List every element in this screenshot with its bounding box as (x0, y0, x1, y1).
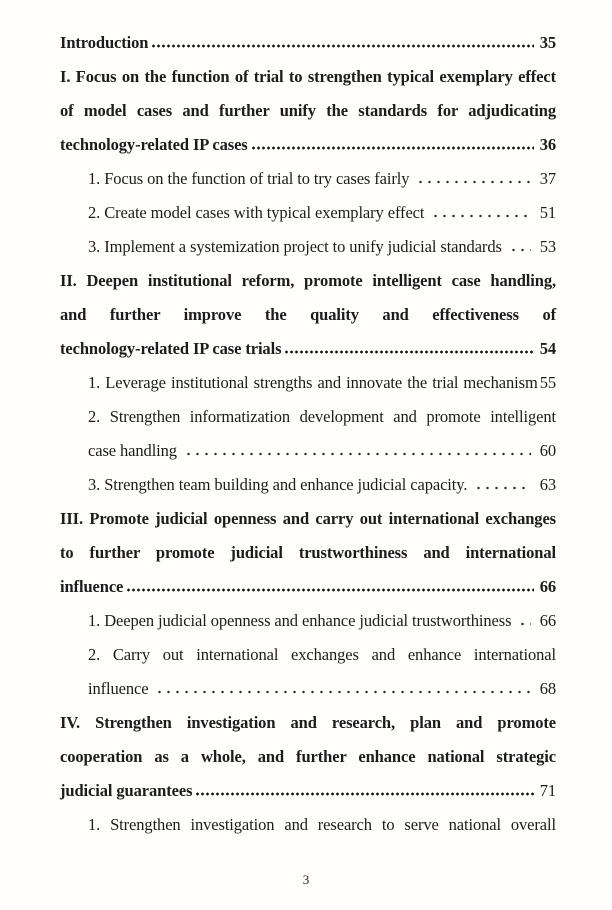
toc-entry-text: technology-related IP cases (60, 135, 248, 154)
toc-entry-text: Introduction (60, 33, 149, 52)
toc-page-number: 60 (539, 441, 556, 460)
dot-leader (474, 486, 530, 490)
toc-entry-text: case handling (88, 441, 177, 460)
dot-leader (284, 350, 533, 354)
toc-subentry-line (60, 638, 556, 672)
toc-page-number: 37 (539, 169, 556, 188)
toc-entry-text: 1. Strengthen investigation and research to serve national overall (88, 815, 556, 834)
footer-page-number: 3 (302, 872, 310, 887)
toc-page-number: 55 (539, 373, 556, 392)
toc-entry-text: judicial guarantees (60, 781, 193, 800)
dot-leader (416, 180, 530, 184)
toc-heading-line (60, 536, 556, 570)
toc-entry-text: cooperation as a whole, and further enhance national strategic (60, 747, 556, 766)
toc-subentry-line (60, 400, 556, 434)
toc-entry-text: I. Focus on the function of trial to strengthen typical exemplary effect (60, 67, 556, 86)
toc-page-number: 51 (539, 203, 556, 222)
dot-leader (195, 792, 533, 796)
dot-leader (431, 214, 530, 218)
toc-page-number: 71 (539, 781, 556, 800)
toc-entry-text: IV. Strengthen investigation and research, plan and promote (60, 713, 556, 732)
dot-leader (251, 146, 534, 150)
toc-entry-text: of model cases and further unify the standards for adjudicating (60, 101, 556, 120)
toc-subentry-line (60, 434, 556, 468)
toc-subentry (60, 468, 556, 502)
toc-entry-text: and further improve the quality and effectiveness of (60, 305, 556, 324)
toc-entry-text: to further promote judicial trustworthiness and international (60, 543, 556, 562)
toc-entry-text: influence (60, 577, 124, 596)
dot-leader (518, 622, 530, 626)
toc-entry-introduction (60, 26, 556, 60)
toc-heading-line (60, 60, 556, 94)
toc-page-number: 54 (539, 339, 556, 358)
dot-leader (126, 588, 533, 592)
dot-leader (155, 690, 530, 694)
toc-subentry (60, 604, 556, 638)
toc-heading-line (60, 740, 556, 774)
toc-heading-line (60, 774, 556, 808)
toc-entry-text: 1. Leverage institutional strengths and innovate the trial mechanism (88, 373, 538, 392)
toc-entry-text: 2. Create model cases with typical exemplary effect (88, 203, 425, 222)
toc-heading-line (60, 706, 556, 740)
toc-subentry (60, 196, 556, 230)
toc-page-number: 36 (539, 135, 556, 154)
toc-page-number: 53 (539, 237, 556, 256)
toc-heading-line (60, 298, 556, 332)
toc-heading-line (60, 94, 556, 128)
toc-entry-text: 1. Focus on the function of trial to try cases fairly (88, 169, 410, 188)
toc-page-number: 68 (539, 679, 556, 698)
toc-page-number: 66 (539, 611, 556, 630)
toc-page-number: 63 (539, 475, 556, 494)
toc-entry-text: 2. Strengthen informatization development and promote intelligent (88, 407, 556, 426)
toc-entry-text: 3. Strengthen team building and enhance judicial capacity. (88, 475, 468, 494)
toc-subentry (60, 230, 556, 264)
toc-entry-text: 3. Implement a systemization project to unify judicial standards (88, 237, 502, 256)
toc-entry-text: 1. Deepen judicial openness and enhance judicial trustworthiness (88, 611, 512, 630)
toc-subentry-line (60, 672, 556, 706)
toc-entry-text: II. Deepen institutional reform, promote intelligent case handling, (60, 271, 556, 290)
toc-entry-text: influence (88, 679, 149, 698)
toc-entry-text: III. Promote judicial openness and carry out international exchanges (60, 509, 556, 528)
toc-subentry (60, 162, 556, 196)
dot-leader (184, 452, 531, 456)
toc-heading-line (60, 332, 556, 366)
toc-subentry-line (60, 808, 556, 842)
toc-subentry (60, 366, 556, 400)
toc-page-number: 35 (539, 33, 556, 52)
toc-entry-text: technology-related IP case trials (60, 339, 282, 358)
dot-leader (509, 248, 531, 252)
toc-heading-line (60, 570, 556, 604)
toc-entry-text: 2. Carry out international exchanges and enhance international (88, 645, 556, 664)
toc-heading-line (60, 128, 556, 162)
toc-heading-line (60, 502, 556, 536)
toc-page-number: 66 (539, 577, 556, 596)
dot-leader (151, 44, 533, 48)
toc-heading-line (60, 264, 556, 298)
